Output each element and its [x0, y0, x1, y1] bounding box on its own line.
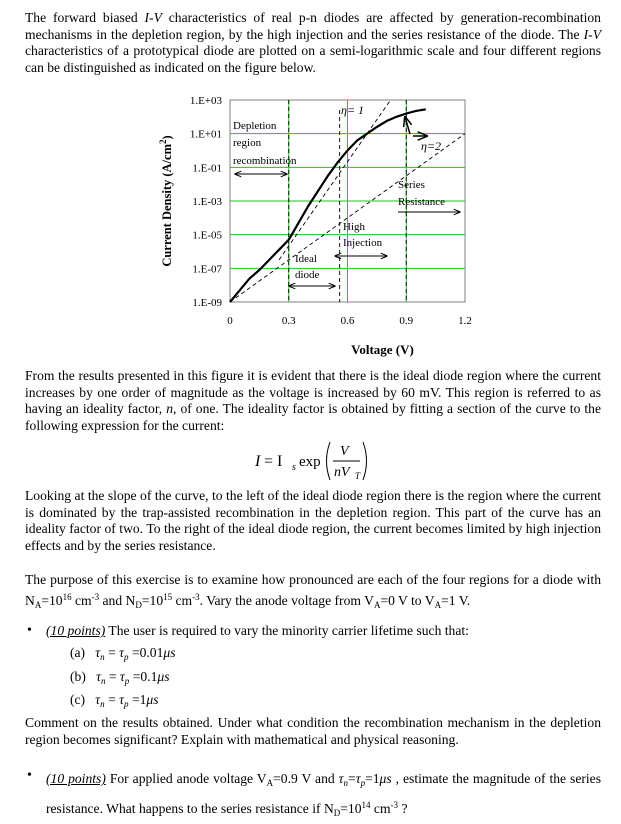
x-tick-label: 0.3	[281, 315, 296, 327]
formula-den-sub: T	[355, 471, 361, 481]
ideal-diode-label: diode	[295, 269, 320, 281]
recombination-paragraph: Looking at the slope of the curve, to the left of the ideal diode region there is the region where the current is dominated by the trap-assisted recombination in the depletion region. This part of the curve has an ideality factor of two. To the right of the ideal diode region, the current becomes limited by high injection effects and by the series resistance.	[25, 488, 601, 553]
x-tick-label: 1.2	[458, 315, 472, 327]
formula-exp: exp	[299, 454, 321, 470]
current-formula	[255, 438, 385, 484]
iv-chart	[155, 92, 485, 362]
depletion-label: Depletion	[233, 120, 277, 132]
intro-paragraph: The forward biased I-V characteristics of real p-n diodes are affected by generation-recombination mechanisms in the depletion region, by the high injection and the series resistance of the diode. The I-V characteristics of a prototypical diode are plotted on a semi-logarithmic scale and four different regions can be distinguished as indicated on the figure below.	[25, 10, 601, 75]
depletion-label: recombination	[233, 155, 297, 167]
lifetime-item-b: (b) $\tau_n = \tau_p =0.1\mu s$	[70, 669, 170, 686]
bullet-1-text: (10 points) The user is required to vary the minority carrier lifetime such that:	[46, 623, 469, 638]
bullet-2-text: (10 points) For applied anode voltage $V_A=0.9$ V and $\tau_n=\tau_p=1\mu s$ , estimate the magnitude of the series resistance. What happens to the series resistance if $N_D=10^{14}$ $cm^{-3}$ ?	[46, 771, 602, 818]
y-tick-label: 1.E+03	[189, 95, 222, 107]
bullet-dot: •	[27, 623, 32, 638]
y-tick-label: 1.E+01	[189, 128, 222, 141]
depletion-label: region	[233, 137, 262, 149]
series-resistance-label: Series	[398, 179, 425, 191]
lifetime-item-c: (c) $\tau_n = \tau_p =1\mu s$	[70, 692, 159, 709]
formula-den: nV	[334, 465, 350, 480]
y-tick-label: 1.E-01	[192, 162, 222, 175]
y-tick-label: 1.E-05	[192, 229, 222, 242]
bullet-dot: •	[27, 768, 32, 783]
x-axis-label: Voltage (V)	[351, 342, 414, 357]
comment-paragraph: Comment on the results obtained. Under what condition the recombination mechanism in the depletion region becomes significant? Explain with mathematical and physical reasoning.	[25, 715, 601, 747]
y-tick-label: 1.E-03	[192, 196, 222, 208]
ideal-diode-label: Ideal	[295, 253, 317, 265]
high-injection-label: Injection	[343, 237, 383, 249]
y-tick-label: 1.E-07	[192, 263, 222, 276]
series-resistance-label: Resistance	[398, 196, 446, 208]
formula-sub-s: s	[292, 462, 296, 473]
n1-label: η= 1	[341, 103, 365, 117]
y-axis-label: Current Density $(A/cm^2)$	[158, 135, 174, 267]
ideal-region-paragraph: From the results presented in this figure it is evident that there is the ideal diode region where the current increases by one order of magnitude as the voltage is increased by 60 mV. This region is referred to as having an ideality factor, n, of one. The ideality factor is obtained by fitting a section of the curve to the following expression for the current:	[25, 368, 601, 433]
x-tick-label: 0	[227, 315, 233, 327]
formula-eq: = I	[264, 453, 283, 470]
purpose-paragraph: The purpose of this exercise is to examine how pronounced are each of the four regions for a diode with $N_A=10^{16}$ $cm^{-3}$ and $N_D=10^{15}$ $cm^{-3}$. Vary the anode voltage from $V_A=0$ V to $V_A=1$ V.	[25, 572, 601, 610]
formula-num: V	[340, 444, 349, 459]
formula-lhs: I	[255, 453, 261, 470]
y-tick-label: 1.E-09	[192, 297, 222, 309]
lifetime-item-a: (a) $\tau_n = \tau_p =0.01\mu s$	[70, 645, 176, 662]
x-tick-label: 0.6	[340, 315, 355, 327]
x-tick-label: 0.9	[399, 315, 414, 327]
n2-label: η=2	[421, 139, 442, 153]
high-injection-label: High	[343, 221, 365, 233]
